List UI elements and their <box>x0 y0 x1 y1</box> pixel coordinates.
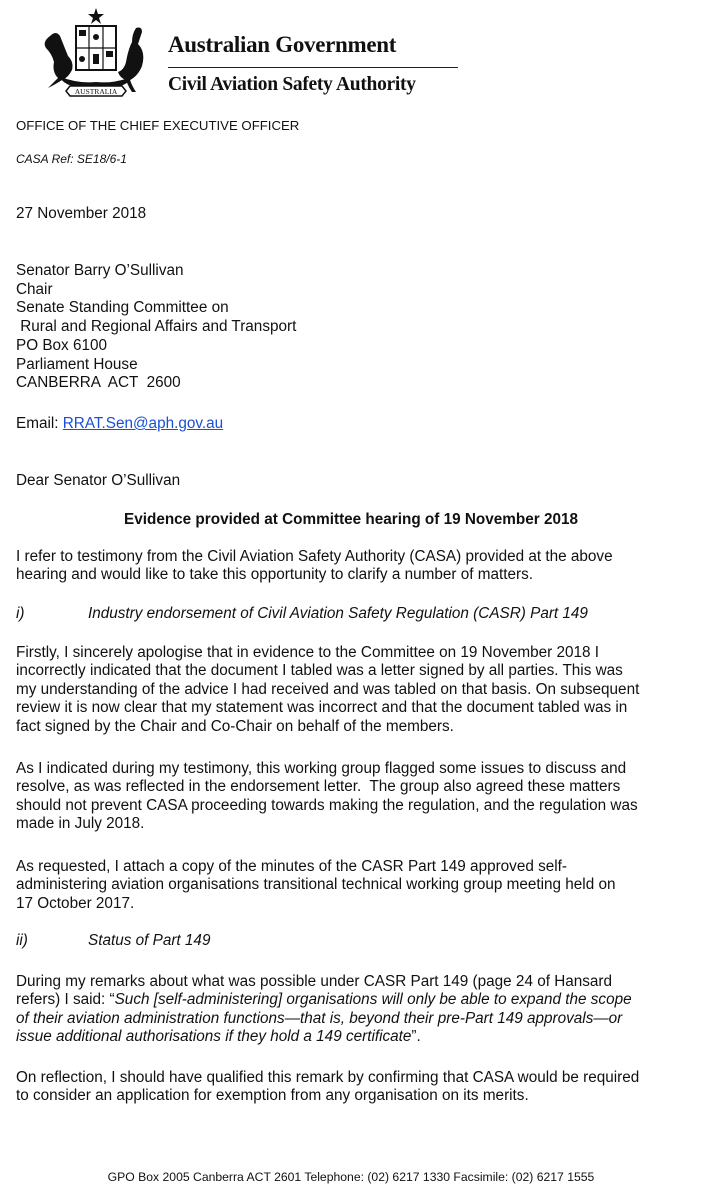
address-line: Parliament House <box>16 355 138 373</box>
salutation: Dear Senator O’Sullivan <box>16 472 181 489</box>
section-heading-1 <box>16 605 588 623</box>
crest-motto: AUSTRALIA <box>74 87 118 96</box>
paragraph-line: administering aviation organisations transitional technical working group meeting held on <box>16 876 616 894</box>
coat-of-arms-icon <box>36 6 156 102</box>
section-number: i) <box>16 605 25 622</box>
section-heading-2 <box>16 932 210 950</box>
letter-date: 27 November 2018 <box>16 205 147 222</box>
paragraph-line: 17 October 2017. <box>16 894 135 912</box>
paragraph-apology <box>16 644 696 736</box>
quote-close: ”. <box>411 1028 421 1046</box>
paragraph-line <box>16 991 696 1009</box>
email-label: Email: <box>16 415 63 432</box>
quote-text: issue additional authorisations if they hold a 149 certificate <box>16 1028 412 1046</box>
subject-heading: Evidence provided at Committee hearing of 19 November 2018 <box>124 511 578 528</box>
quote-open: refers) I said: “ <box>16 991 115 1009</box>
section-number: ii) <box>16 932 28 949</box>
government-title: Australian Government <box>168 32 397 57</box>
paragraph-remarks <box>16 973 696 1047</box>
header-divider <box>168 67 458 68</box>
address-line: Chair <box>16 280 53 298</box>
paragraph-line: should not prevent CASA proceeding towards making the regulation, and the regulation was <box>16 796 638 814</box>
paragraph-line: resolve, as was reflected in the endorsement letter. The group also agreed these matters <box>16 778 621 796</box>
quote-text: of their aviation administration functions—that is, beyond their pre-Part 149 approvals—or <box>16 1009 623 1027</box>
paragraph-line: On reflection, I should have qualified this remark by confirming that CASA would be required <box>16 1069 640 1086</box>
paragraph-line: As requested, I attach a copy of the minutes of the CASR Part 149 approved self- <box>16 858 567 875</box>
address-line: Rural and Regional Affairs and Transport <box>16 318 297 336</box>
address-line: Senate Standing Committee on <box>16 299 229 317</box>
section-title: Status of Part 149 <box>88 932 211 949</box>
address-line: PO Box 6100 <box>16 336 107 354</box>
section-title: Industry endorsement of Civil Aviation Safety Regulation (CASR) Part 149 <box>88 605 588 622</box>
paragraph-line: to consider an application for exemption from any organisation on its merits. <box>16 1087 529 1105</box>
quote-text: Such [self-administering] organisations will only be able to expand the scope <box>114 991 632 1009</box>
paragraph-line: fact signed by the Chair and Co-Chair on behalf of the members. <box>16 717 454 735</box>
paragraph-line: my understanding of the advice I had received and was tabled on that basis. On subsequent <box>16 680 640 698</box>
paragraph-line: Firstly, I sincerely apologise that in evidence to the Committee on 19 November 2018 I <box>16 644 599 661</box>
address-line: CANBERRA ACT 2600 <box>16 374 181 392</box>
paragraph-line <box>16 1028 696 1046</box>
paragraph-line: hearing and would like to take this opportunity to clarify a number of matters. <box>16 566 533 584</box>
paragraph-line: I refer to testimony from the Civil Aviation Safety Authority (CASA) provided at the above <box>16 548 613 565</box>
paragraph-minutes <box>16 858 696 913</box>
paragraph-reflection <box>16 1069 696 1106</box>
recipient-address <box>16 262 296 393</box>
paragraph-working-group <box>16 760 696 834</box>
paragraph-line: During my remarks about what was possible under CASR Part 149 (page 24 of Hansard <box>16 973 613 990</box>
paragraph-line: review it is now clear that my statement was incorrect and that the document tabled was in <box>16 699 628 717</box>
intro-paragraph <box>16 548 696 585</box>
paragraph-line: made in July 2018. <box>16 815 145 833</box>
address-line: Senator Barry O’Sullivan <box>16 262 184 279</box>
email-line <box>16 414 223 433</box>
agency-title: Civil Aviation Safety Authority <box>168 74 416 95</box>
footer-contact: GPO Box 2005 Canberra ACT 2601 Telephone: (02) 6217 1330 Facsimile: (02) 6217 1555 <box>107 1170 595 1184</box>
reference-line: CASA Ref: SE18/6-1 <box>16 152 127 166</box>
paragraph-line: As I indicated during my testimony, this working group flagged some issues to discuss and <box>16 760 627 777</box>
office-line: OFFICE OF THE CHIEF EXECUTIVE OFFICER <box>16 118 300 133</box>
email-link[interactable]: RRAT.Sen@aph.gov.au <box>62 415 224 432</box>
paragraph-line: incorrectly indicated that the document I tabled was a letter signed by all parties. This was <box>16 662 623 680</box>
